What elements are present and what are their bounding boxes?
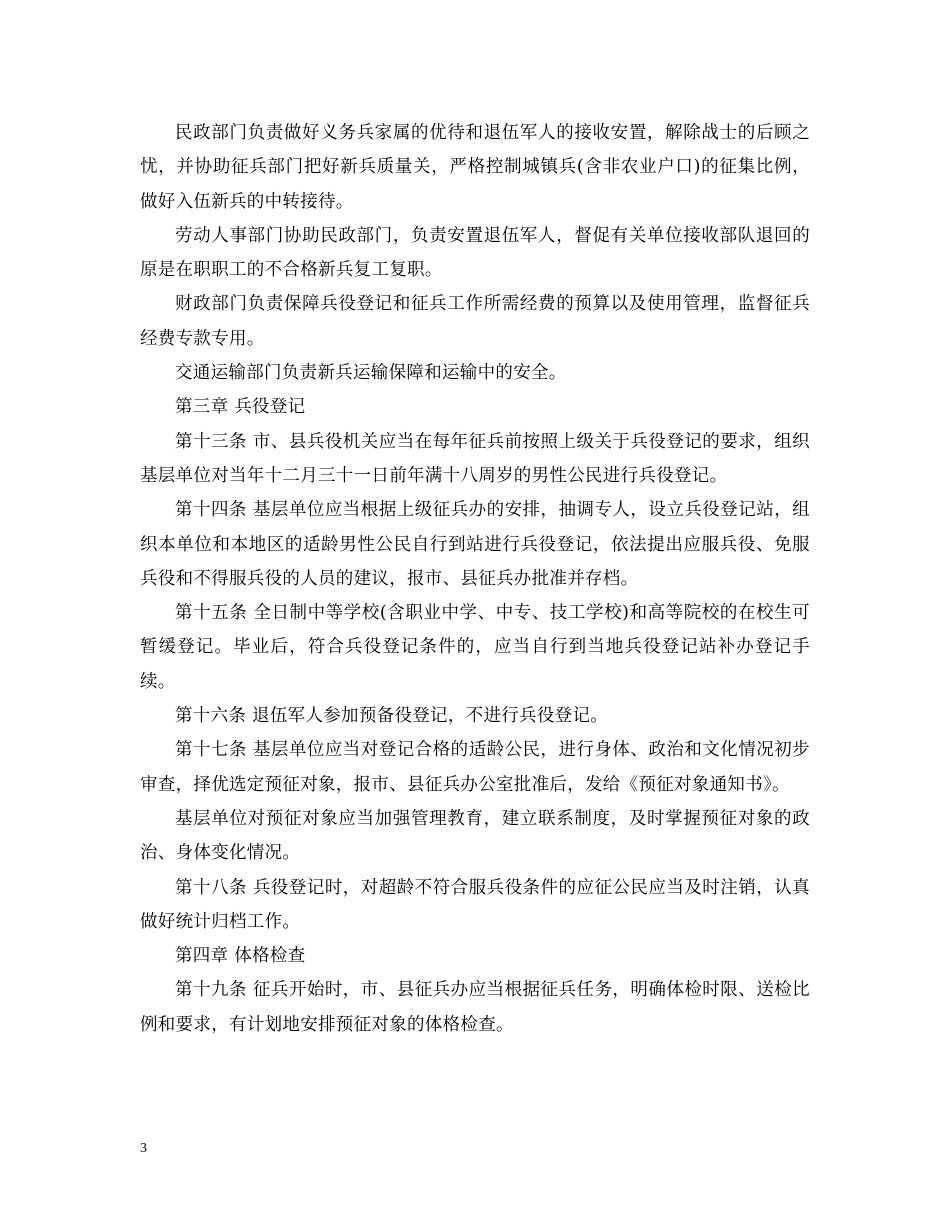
article-17-supplement: 基层单位对预征对象应当加强管理教育，建立联系制度，及时掌握预征对象的政治、身体变化情况。 — [140, 808, 810, 864]
article-16: 第十六条 退伍军人参加预备役登记，不进行兵役登记。 — [175, 706, 609, 727]
chapter-heading-4: 第四章 体格检查 — [175, 946, 306, 967]
article-13: 第十三条 市、县兵役机关应当在每年征兵前按照上级关于兵役登记的要求，组织基层单位对当年十二月三十一日前年满十八周岁的男性公民进行兵役登记。 — [140, 431, 810, 486]
paragraph-labor-personnel: 劳动人事部门协助民政部门，负责安置退伍军人，督促有关单位接收部队退回的原是在职职工的不合格新兵复工复职。 — [140, 225, 810, 281]
article-15: 第十五条 全日制中等学校(含职业中学、中专、技工学校)和高等院校的在校生可暂缓登记。毕业后，符合兵役登记条件的，应当自行到当地兵役登记站补办登记手续。 — [140, 603, 810, 692]
article-19: 第十九条 征兵开始时，市、县征兵办应当根据征兵任务，明确体检时限、送检比例和要求，有计划地安排预征对象的体格检查。 — [140, 980, 810, 1035]
chapter-heading-3: 第三章 兵役登记 — [175, 397, 306, 418]
paragraph-civil-affairs: 民政部门负责做好义务兵家属的优待和退伍军人的接收安置，解除战士的后顾之忧，并协助征兵部门把好新兵质量关，严格控制城镇兵(含非农业户口)的征集比例，做好入伍新兵的中转接待。 — [140, 123, 810, 212]
paragraph-transport: 交通运输部门负责新兵运输保障和运输中的安全。 — [175, 363, 567, 384]
article-17: 第十七条 基层单位应当对登记合格的适龄公民，进行身体、政治和文化情况初步审查，择优选定预征对象，报市、县征兵办公室批准后，发给《预征对象通知书》。 — [140, 740, 810, 795]
article-14: 第十四条 基层单位应当根据上级征兵办的安排，抽调专人，设立兵役登记站，组织本单位和本地区的适龄男性公民自行到站进行兵役登记，依法提出应服兵役、免服兵役和不得服兵役的人员的建议，报市、县征兵办批准并存档。 — [140, 500, 810, 589]
document-body — [140, 116, 810, 1042]
paragraph-finance: 财政部门负责保障兵役登记和征兵工作所需经费的预算以及使用管理，监督征兵经费专款专用。 — [140, 294, 810, 349]
article-18: 第十八条 兵役登记时，对超龄不符合服兵役条件的应征公民应当及时注销，认真做好统计归档工作。 — [140, 877, 810, 932]
page-number: 3 — [140, 1141, 147, 1156]
